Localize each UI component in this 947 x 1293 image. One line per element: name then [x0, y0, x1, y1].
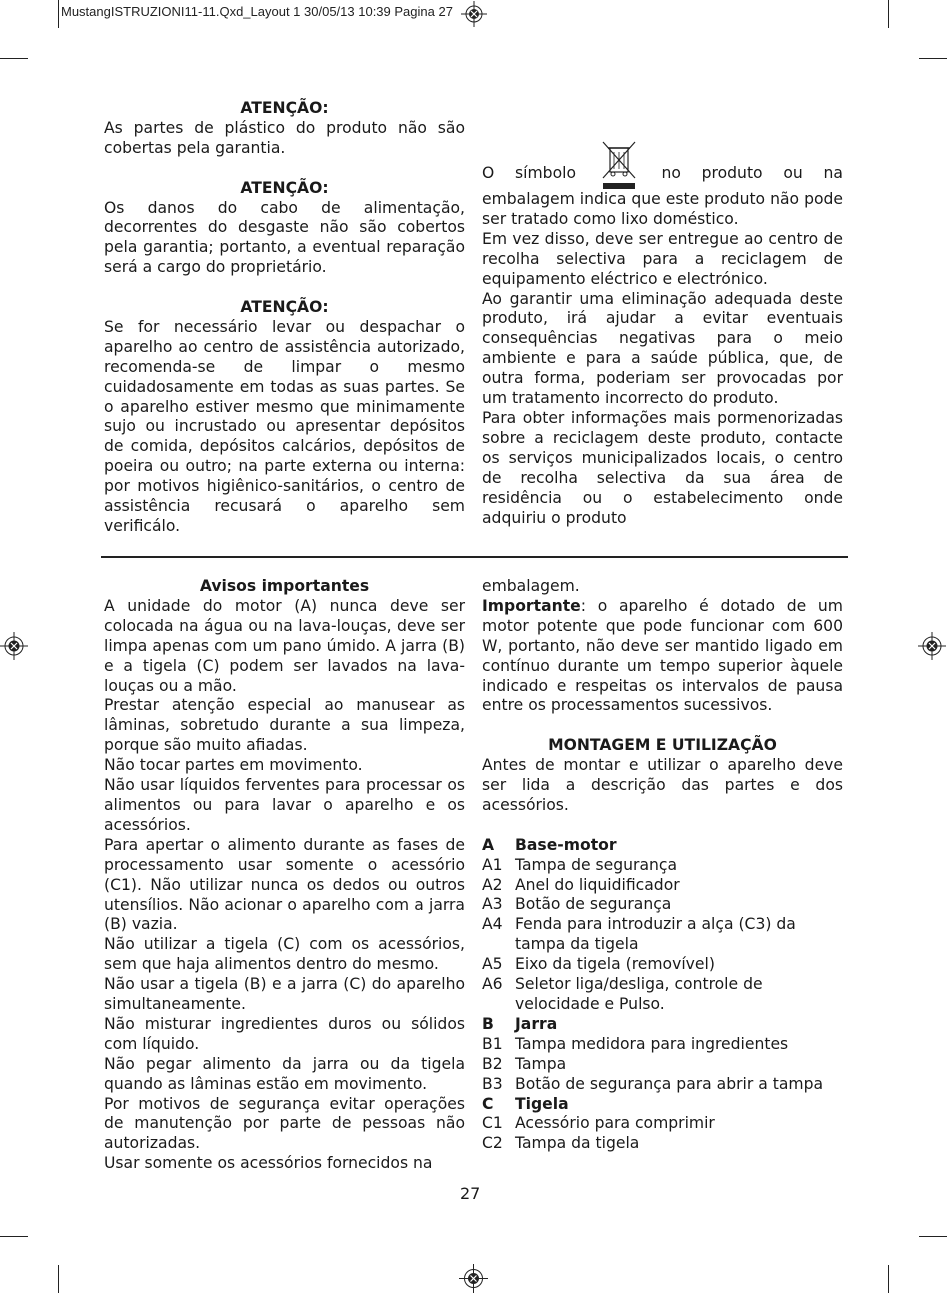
- crop-mark: [919, 58, 947, 59]
- disposal-paragraph: Ao garantir uma eliminação adequada deste produto, irá ajudar a evitar eventuais consequências negativas para o meio ambiente e para a saúde pública, que, de outra forma, poderiam ser provocadas por um tratamento incorrecto do produto.: [482, 289, 843, 408]
- notice-paragraph: Não usar a tigela (B) e a jarra (C) do aparelho simultaneamente.: [104, 975, 465, 1014]
- disposal-paragraph: Em vez disso, deve ser entregue ao centro de recolha selectiva para a reciclagem de equipamento eléctrico e electrónico.: [482, 229, 843, 288]
- parts-list-item: [482, 1075, 843, 1095]
- parts-list-item: [482, 1055, 843, 1075]
- notice-paragraph: Não misturar ingredientes duros ou sólidos com líquido.: [104, 1014, 465, 1053]
- registration-mark-icon: [459, 1264, 488, 1293]
- parts-list-item: [482, 856, 843, 876]
- assembly-intro: Antes de montar e utilizar o aparelho deve ser lida a descrição das partes e dos acessórios.: [482, 756, 843, 814]
- part-label: Tampa de segurança: [515, 855, 678, 874]
- symbol-trail-text: no produto ou na embalagem indica que este produto não pode ser tratado como lixo doméstico.: [482, 164, 843, 228]
- print-slug: MustangISTRUZIONI11-11.Qxd_Layout 1 30/05/13 10:39 Pagina 27: [61, 4, 453, 19]
- crop-mark: [0, 58, 28, 59]
- registration-mark-icon: [461, 1, 487, 27]
- crop-mark: [888, 0, 889, 28]
- notice-paragraph: Não pegar alimento da jarra ou da tigela quando as lâminas estão em movimento.: [104, 1054, 465, 1093]
- crop-mark: [58, 1265, 59, 1293]
- section-divider: [101, 556, 848, 558]
- part-label: Botão de segurança: [515, 895, 672, 914]
- part-label: Botão de segurança para abrir a tampa: [515, 1074, 824, 1093]
- part-code: B: [482, 1014, 494, 1033]
- notice-paragraph: Para apertar o alimento durante as fases de processamento usar somente o acessório (C1). Não utilizar nunca os dedos ou outros utensílios. Não acionar o aparelho com a jarra (B) vazia.: [104, 835, 465, 934]
- notice-paragraph: A unidade do motor (A) nunca deve ser colocada na água ou na lava-louças, deve ser limpa apenas com um pano úmido. A jarra (B) e a tigela (C) podem ser lavados na lava-louças ou a mão.: [104, 596, 465, 695]
- notice-paragraph: Não utilizar a tigela (C) com os acessórios, sem que haja alimentos dentro do mesmo.: [104, 935, 465, 974]
- top-left-column: [104, 99, 465, 537]
- parts-list-item: [482, 1095, 843, 1115]
- notice-paragraph: Não tocar partes em movimento.: [104, 756, 363, 775]
- part-label: Anel do liquidificador: [515, 875, 680, 894]
- important-text: : o aparelho é dotado de um motor potente que pode funcionar com 600 W, portanto, não deve ser mantido ligado em contínuo durante um tempo superior àquele indicado e respeitas os intervalos de pausa entre os processamentos sucessivos.: [482, 596, 843, 715]
- part-label: Eixo da tigela (removível): [515, 955, 715, 974]
- part-label: Base-motor: [515, 835, 617, 854]
- part-label: Tampa medidora para ingredientes: [515, 1034, 789, 1053]
- part-code: C: [482, 1094, 494, 1113]
- part-code: C2: [482, 1134, 503, 1153]
- part-label: Jarra: [515, 1014, 558, 1033]
- crop-mark: [888, 1265, 889, 1293]
- important-notices-heading: Avisos importantes: [199, 577, 370, 595]
- parts-list-item: [482, 836, 843, 856]
- parts-list-item: [482, 1015, 843, 1035]
- parts-list-item: [482, 876, 843, 896]
- warning-heading: ATENÇÃO:: [240, 99, 329, 117]
- crossed-out-wheelie-bin-icon: [601, 140, 637, 190]
- part-code: A5: [482, 955, 503, 974]
- continuation-text: embalagem.: [482, 577, 580, 595]
- top-right-column: [482, 140, 843, 528]
- part-label: Seletor liga/desliga, controle de velocidade e Pulso.: [515, 975, 763, 1013]
- warning-text: As partes de plástico do produto não são cobertas pela garantia.: [104, 118, 465, 157]
- parts-list-item: [482, 895, 843, 915]
- part-label: Acessório para comprimir: [515, 1114, 715, 1133]
- part-code: A6: [482, 975, 503, 994]
- disposal-paragraph: Para obter informações mais pormenorizadas sobre a reciclagem deste produto, contacte os serviços municipalizados locais, o centro de recolha selectiva da sua área de residência ou o estabelecimento onde adquiriu o produto: [482, 408, 843, 527]
- notice-paragraph: Por motivos de segurança evitar operações de manutenção por parte de pessoas não autorizadas.: [104, 1094, 465, 1153]
- part-label: Tigela: [515, 1094, 569, 1113]
- crop-mark: [0, 1236, 28, 1237]
- notice-paragraph: Prestar atenção especial ao manusear as lâminas, sobretudo durante a sua limpeza, porque são muito afiadas.: [104, 696, 465, 755]
- parts-list-item: [482, 915, 843, 955]
- parts-list-item: [482, 955, 843, 975]
- page-number: 27: [460, 1184, 481, 1203]
- parts-list-item: [482, 1035, 843, 1055]
- part-code: A: [482, 835, 495, 854]
- bottom-right-column: [482, 577, 843, 1154]
- notice-paragraph: Usar somente os acessórios fornecidos na: [104, 1154, 433, 1173]
- bottom-left-column: [104, 577, 465, 1174]
- disposal-symbol-paragraph: [482, 140, 843, 230]
- assembly-heading: MONTAGEM E UTILIZAÇÃO: [548, 736, 777, 755]
- parts-list-item: [482, 1134, 843, 1154]
- part-label: Fenda para introduzir a alça (C3) da tampa da tigela: [515, 915, 796, 954]
- notice-paragraph: Não usar líquidos ferventes para processar os alimentos ou para lavar o aparelho e os acessórios.: [104, 776, 465, 834]
- part-label: Tampa da tigela: [515, 1134, 640, 1153]
- warning-text: Se for necessário levar ou despachar o aparelho ao centro de assistência autorizado, recomenda-se de limpar o mesmo cuidadosamente em todas as suas partes. Se o aparelho estiver mesmo que minimamente sujo ou incrustado ou apresentar depósitos de comida, depósitos calcários, depósitos de poeira ou outro; na parte externa ou interna: por motivos higiênico-sanitários, o centro de assistência recusará o aparelho sem verificálo.: [104, 317, 465, 535]
- symbol-lead-text: O símbolo: [482, 164, 576, 182]
- crop-mark: [58, 0, 59, 28]
- part-code: B3: [482, 1074, 503, 1093]
- part-code: A1: [482, 855, 503, 874]
- crop-mark: [919, 1236, 947, 1237]
- parts-list-item: [482, 975, 843, 1015]
- part-code: A2: [482, 875, 503, 894]
- part-code: C1: [482, 1114, 503, 1133]
- registration-mark-icon: [0, 632, 28, 660]
- part-code: A4: [482, 915, 503, 934]
- important-label: Importante: [482, 596, 581, 615]
- parts-list: [482, 836, 843, 1155]
- important-paragraph: [482, 597, 843, 716]
- part-label: Tampa: [515, 1054, 567, 1073]
- warning-text: Os danos do cabo de alimentação, decorrentes do desgaste não são cobertos pela garantia; portanto, a eventual reparação será a cargo do proprietário.: [104, 198, 465, 277]
- warning-heading: ATENÇÃO:: [240, 178, 329, 197]
- part-code: B2: [482, 1054, 503, 1073]
- registration-mark-icon: [918, 632, 946, 660]
- part-code: A3: [482, 895, 503, 914]
- warning-heading: ATENÇÃO:: [240, 298, 329, 317]
- parts-list-item: [482, 1114, 843, 1134]
- part-code: B1: [482, 1034, 503, 1053]
